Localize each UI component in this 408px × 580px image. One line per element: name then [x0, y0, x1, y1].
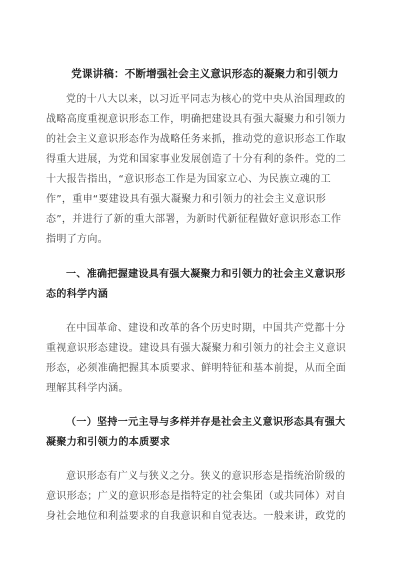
paragraph-3-line-2: 意识形态；广义的意识形态是指特定的社会集团（或共同体）对自 — [46, 491, 347, 502]
paragraph-2-line-2: 重视意识形态建设。建设具有强大凝聚力和引领力的社会主义意识 — [46, 343, 347, 354]
section-heading-2-line-2: 凝聚力和引领力的本质要求 — [46, 437, 171, 448]
paragraph-1-line-6: 作”，重申“要建设具有强大凝聚力和引领力的社会主义意识形 — [46, 194, 327, 205]
paragraph-1-line-1: 党的十八大以来，以习近平同志为核心的党中央从治国理政的 — [66, 94, 346, 105]
paragraph-2-line-4: 理解其科学内涵。 — [46, 383, 129, 394]
paragraph-2-line-3: 形态，必须准确把握其本质要求、鲜明特征和基本前提，从而全面 — [46, 363, 347, 374]
paragraph-1-line-4: 得重大进展，为党和国家事业发展创造了十分有利的条件。党的二 — [46, 154, 347, 165]
paragraph-2-line-1: 在中国革命、建设和改革的各个历史时期，中国共产党都十分 — [66, 323, 346, 334]
document-title: 党课讲稿：不断增强社会主义意识形态的凝聚力和引领力 — [71, 68, 339, 80]
section-heading-2-line-1: （一）坚持一元主导与多样并存是社会主义意识形态具有强大 — [66, 417, 346, 428]
paragraph-1-line-3: 的社会主义意识形态作为战略任务来抓，推动党的意识形态工作取 — [46, 134, 347, 145]
paragraph-1-line-7: 态”，并进行了新的重大部署，为新时代新征程做好意识形态工作 — [46, 214, 342, 225]
paragraph-1-line-2: 战略高度重视意识形态工作，明确把建设具有强大凝聚力和引领力 — [46, 114, 347, 125]
paragraph-3-line-1: 意识形态有广义与狭义之分。狭义的意识形态是指统治阶级的 — [66, 471, 346, 482]
paragraph-1-line-8: 指明了方向。 — [46, 234, 109, 245]
section-heading-1-line-2: 态的科学内涵 — [46, 289, 109, 300]
paragraph-3-line-3: 身社会地位和利益要求的自我意识和自觉表达。一般来讲，政党的 — [46, 511, 347, 522]
section-heading-1-line-1: 一、准确把握建设具有强大凝聚力和引领力的社会主义意识形 — [66, 269, 346, 280]
paragraph-1-line-5: 十大报告指出，“意识形态工作是为国家立心、为民族立魂的工 — [46, 174, 331, 185]
